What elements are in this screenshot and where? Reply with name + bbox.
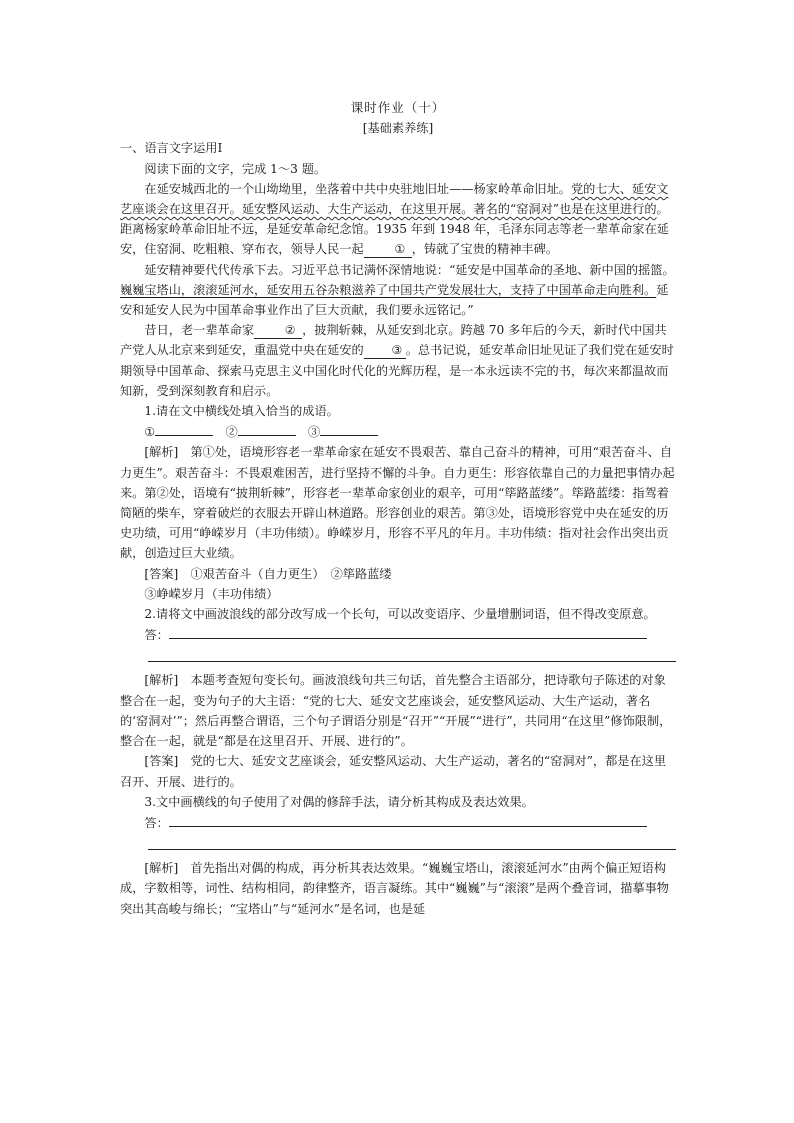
answer-line[interactable] [320,421,378,436]
reading-instruction: 阅读下面的文字，完成 1～3 题。 [144,161,327,176]
answer-prefix: 答： [144,815,169,830]
document-page [120,98,676,919]
answer-line[interactable] [238,421,296,436]
section-heading: 一、语言文字运用Ⅰ [120,141,223,156]
passage-paragraph-3 [120,320,676,401]
page-subtitle: [基础素养练] [362,121,434,136]
fill-blank-3[interactable]: ③ [364,342,406,359]
passage-text: ，披荆斩棘，从延安到北京。跨越 70 多年后的今天，新时代中国共产党人从北京来到延安，重温党中央在延安的 [120,323,667,358]
fill-blank-2[interactable]: ② [254,322,302,339]
question-2: 2.请将文中画波浪线的部分改写成一个长句，可以改变语序、少量增删词语，但不得改变原意。 [144,607,656,622]
page-title: 课时作业（十） [350,100,446,115]
passage-text: 。总书记说，延安革命旧址见证了我们党在延安时期领导中国革命、探索马克思主义中国化时代化的光辉历程，是一本永远读不完的书，每次来都温故而知新，受到深刻教育和启示。 [120,343,674,398]
answer-line[interactable] [169,624,647,639]
passage-paragraph-1 [120,179,676,260]
analysis-text: 第①处，语境形容老一辈革命家在延安不畏艰苦、靠自己奋斗的精神，可用“艰苦奋斗、自力更生”。艰苦奋斗：不畏艰难困苦，进行坚持不懈的斗争。自力更生：形容依靠自己的力量把事情办起来。第②处，语境有“披荆斩棘”，形容老一辈革命家创业的艰辛，可用“筚路蓝缕”。筚路蓝缕：指驾着简陋的柴车，穿着破烂的衣服去开辟山林道路。形容创业的艰苦。第③处，语境形容党中央在延安的历史功绩，可用“峥嵘岁月（丰功伟绩）。峥嵘岁月，形容不平凡的年月。丰功伟绩：指对社会作出突出贡献，创造过巨大业绩。 [120,445,675,561]
underlined-text: 巍巍宝塔山，滚滚延河水，延安用五谷杂粮滋养了中国共产党发展壮大，支持了中国革命走向胜利。 [120,282,657,297]
passage-text: 。距离杨家岭革命旧址不远，是延安革命纪念馆。1935 年到 1948 年，毛泽东同志等老一辈革命家在延安，住窑洞、吃粗粮、穿布衣，领导人民一起 [120,202,669,257]
answer-line[interactable] [148,833,676,850]
passage-paragraph-2 [120,260,676,321]
passage-text: 延安精神要代代传承下去。习近平总书记满怀深情地说：“延安是中国革命的圣地、新中国的摇篮。 [144,262,675,277]
answer-text: ①艰苦奋斗（自力更生） ②筚路蓝缕 [190,566,392,581]
answer-1 [120,564,676,584]
slot-label: ② [225,425,238,440]
answer-line[interactable] [155,421,213,436]
answer-slots [120,421,676,442]
answer-prefix: 答： [144,628,169,643]
answer-2 [120,751,676,791]
analysis-tag: [解析] [144,861,179,876]
answer-line[interactable] [169,812,647,827]
answer-line[interactable] [148,645,676,662]
wavy-underlined-text: 党的七大、延安文艺座谈会在这里召开。延安整风运动、大生产运动，在这里开展。著名的“窑洞对”也是在这里进行的 [120,181,669,217]
passage-text: ，铸就了宝贵的精神丰碑。 [411,242,558,257]
answer-tag: [答案] [144,566,179,581]
answer-1-line-2: ③峥嵘岁月（丰功伟绩） [144,586,279,601]
analysis-1 [120,442,676,563]
passage-text: 在延安城西北的一个山坳坳里，坐落着中共中央驻地旧址——杨家岭革命旧址。 [144,181,571,196]
answer-text: 党的七大、延安文艺座谈会，延安整风运动、大生产运动，著名的“窑洞对”，都是在这里召开、开展、进行的。 [120,754,667,789]
analysis-tag: [解析] [144,673,179,688]
answer-prompt-2 [120,624,676,645]
slot-label: ③ [307,425,321,440]
analysis-text: 本题考查短句变长句。画波浪线句共三句话，首先整合主语部分，把诗歌句子陈述的对象整合在一起，变为句子的大主语：“党的七大、延安文艺座谈会，延安整风运动、大生产运动，著名的‘窑洞对’”；然后再整合谓语，三个句子谓语分别是“召开”“开展”“进行”，共同用“在这里”修饰限制，整合在一起，就是“都是在这里召开、开展、进行的”。 [120,673,672,749]
fill-blank-1[interactable]: ① [364,241,412,258]
question-3: 3.文中画横线的句子使用了对偶的修辞手法，请分析其构成及表达效果。 [144,794,534,809]
passage-text: 昔日，老一辈革命家 [144,323,255,338]
passage-text: 延安和延安人民为中国革命事业作出了巨大贡献，我们要永远铭记。” [120,282,669,318]
answer-prompt-3 [120,812,676,833]
analysis-2 [120,670,676,751]
analysis-text: 首先指出对偶的构成，再分析其表达效果。“巍巍宝塔山，滚滚延河水”由两个偏正短语构成，字数相等，词性、结构相同，韵律整齐，语言凝练。其中“巍巍”与“滚滚”是两个叠音词，描摹事物突出其高峻与绵长；“宝塔山”与“延河水”是名词，也是延 [120,861,669,916]
analysis-3 [120,858,676,919]
slot-label: ① [144,425,156,440]
answer-tag: [答案] [144,754,179,769]
analysis-tag: [解析] [144,445,179,460]
question-1: 1.请在文中横线处填入恰当的成语。 [144,404,339,419]
